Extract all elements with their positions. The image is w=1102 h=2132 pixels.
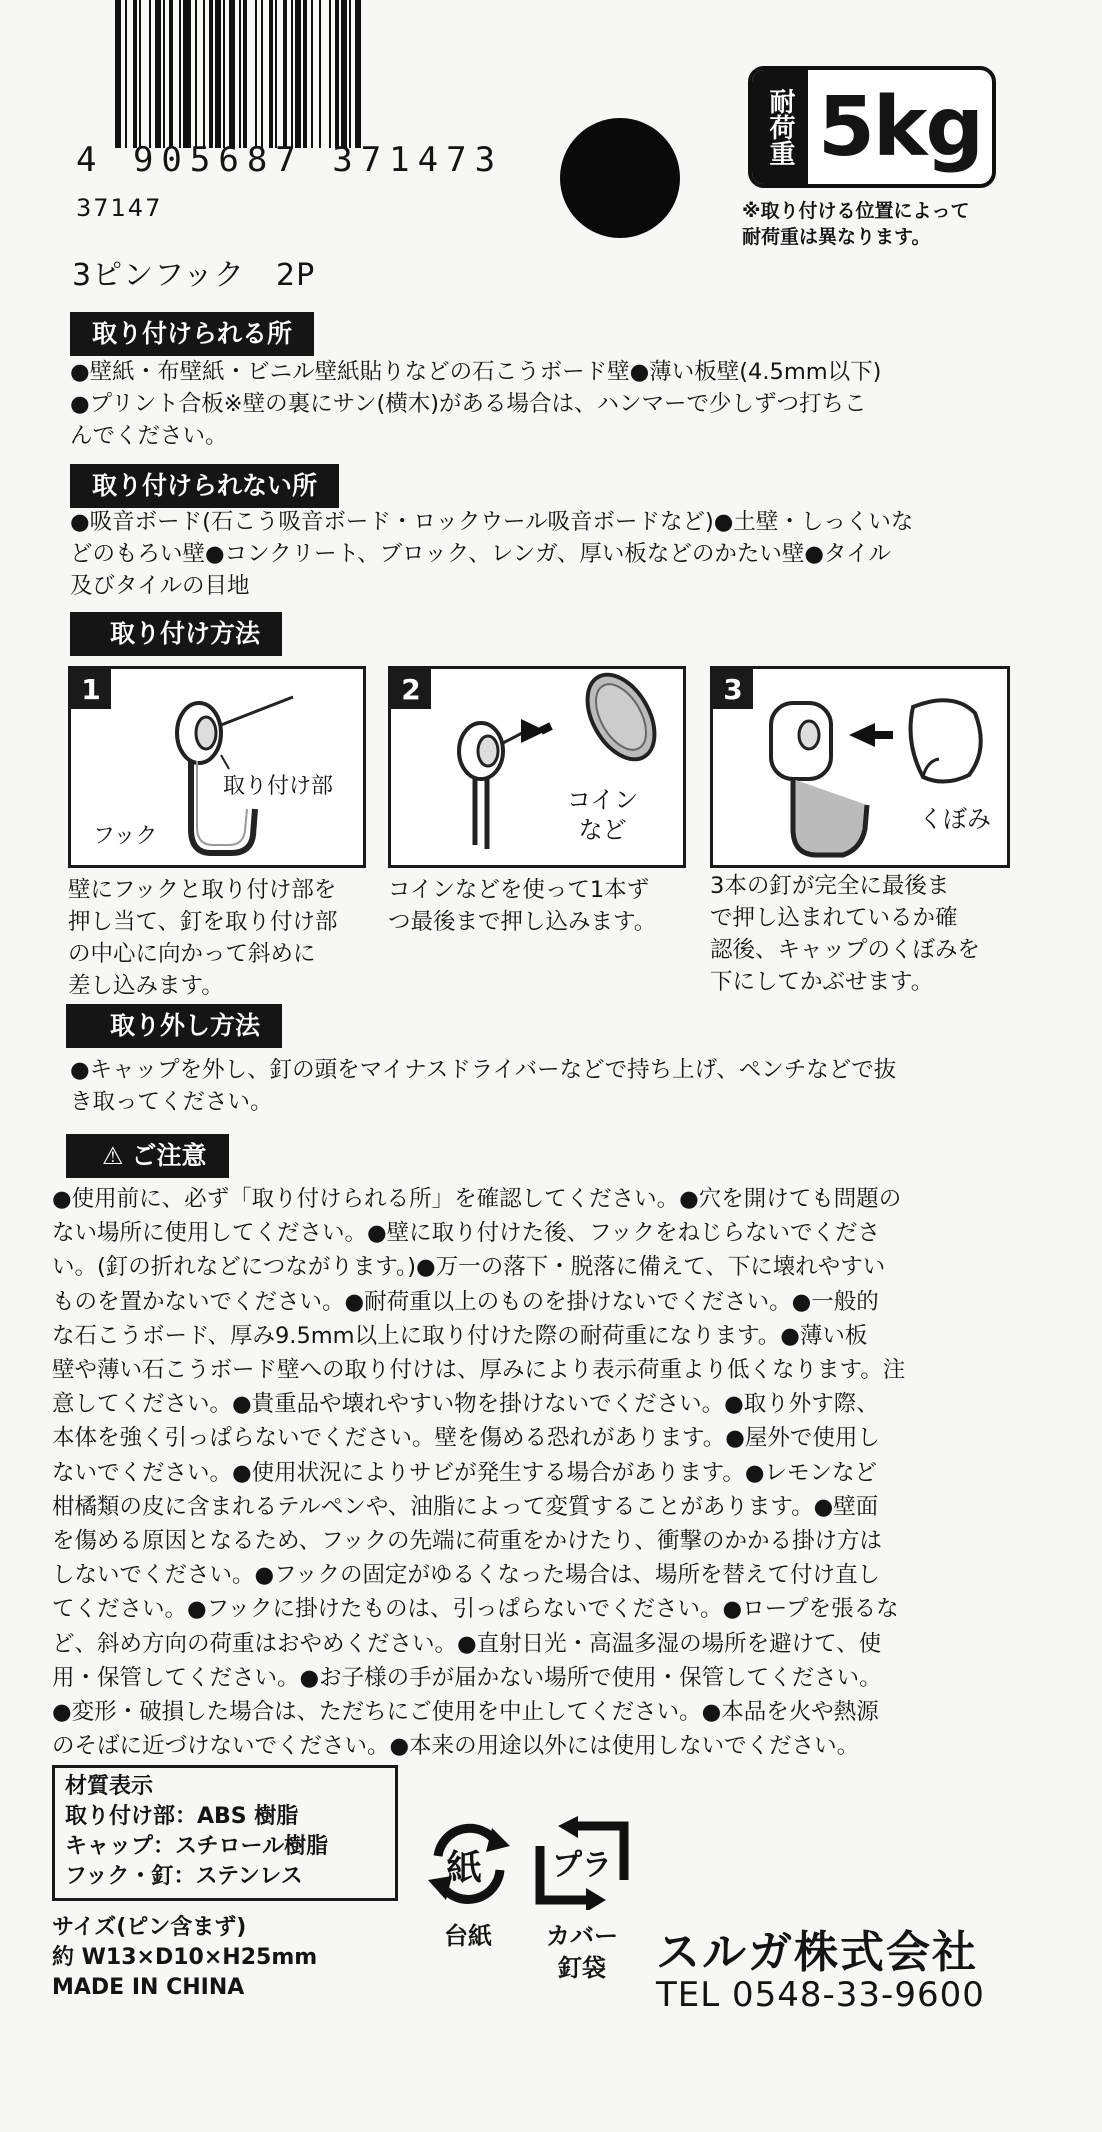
section-heading-not-mountable: 取り付けられない所	[70, 464, 339, 508]
caution-line: ●変形・破損した場合は、ただちにご使用を中止してください。●本品を火や熱源	[52, 1699, 879, 1726]
coin-press-icon	[391, 669, 683, 865]
caution-line: 本体を強く引っぱらないでください。壁を傷める恐れがあります。●屋外で使用し	[52, 1425, 880, 1452]
not-mountable-line: ●吸音ボード(石こう吸音ボード・ロックウール吸音ボードなど)●土壁・しっくいな	[70, 509, 914, 535]
section-heading-mountable: 取り付けられる所	[70, 312, 314, 356]
load-capacity-badge	[748, 66, 996, 188]
paper-mark-text: 紙	[446, 1848, 483, 1889]
caution-line: ない場所に使用してください。●壁に取り付けた後、フックをねじらないでくださ	[52, 1220, 881, 1247]
black-dot-mark	[560, 118, 680, 238]
step-desc-line: 3本の釘が完全に最後ま	[710, 873, 950, 899]
step-desc-line: 認後、キャップのくぼみを	[710, 937, 981, 963]
caution-heading-text: ご注意	[131, 1141, 207, 1170]
step-desc-line: 下にしてかぶせます。	[710, 969, 934, 995]
step-desc-line: の中心に向かって斜めに	[68, 941, 316, 967]
mountable-line: んでください。	[70, 423, 228, 449]
not-mountable-line: どのもろい壁●コンクリート、ブロック、レンガ、厚い板などのかたい壁●タイル	[70, 541, 892, 567]
caution-line: てください。●フックに掛けたものは、引っぱらないでください。●ロープを張るな	[52, 1596, 899, 1623]
not-mountable-line: 及びタイルの目地	[70, 573, 250, 599]
step-desc-line: 差し込みます。	[68, 973, 224, 999]
paper-recycle-mark	[418, 1816, 518, 1910]
step-1-description	[68, 874, 368, 1002]
step-3-illustration	[710, 666, 1010, 868]
step-number: 1	[71, 669, 111, 709]
barcode-gap	[321, 0, 329, 148]
company-tel: TEL 0548-33-9600	[656, 1975, 985, 2015]
step-desc-line: で押し込まれているか確	[710, 905, 958, 931]
caution-text	[52, 1182, 1052, 1763]
barcode-number: 4 905687 371473	[76, 140, 504, 180]
caution-line: ど、斜め方向の荷重はおやめください。●直射日光・高温多湿の場所を避けて、使	[52, 1630, 882, 1657]
removal-line: ●キャップを外し、釘の頭をマイナスドライバーなどで持ち上げ、ペンチなどで抜	[70, 1057, 897, 1083]
warning-icon: ⚠	[102, 1142, 124, 1170]
materials-box	[52, 1765, 398, 1901]
removal-text	[70, 1054, 1020, 1118]
caution-line: な石こうボード、厚み9.5mm以上に取り付けた際の耐荷重になります。●薄い板	[52, 1322, 868, 1349]
recess-label: くぼみ	[919, 805, 991, 833]
step-2-illustration	[388, 666, 686, 868]
not-mountable-text	[70, 506, 1020, 602]
barcode-gap	[247, 0, 255, 148]
caution-line: ●使用前に、必ず「取り付けられる所」を確認してください。●穴を開けても問題の	[52, 1186, 902, 1212]
step-desc-line: コインなどを使って1本ず	[388, 877, 650, 903]
mountable-text	[70, 356, 1020, 452]
materials-line: 取り付け部：ABS 樹脂	[65, 1804, 299, 1829]
cap-cover-icon	[713, 669, 1007, 865]
caution-line: ないでください。●使用状況によりサビが発生する場合があります。●レモンなど	[52, 1459, 877, 1486]
plastic-recycle-mark	[530, 1816, 634, 1910]
caution-line: ものを置かないでください。●耐荷重以上のものを掛けないでください。●一般的	[52, 1288, 879, 1315]
hook-label: フック	[93, 824, 158, 849]
step-desc-line: 押し当て、釘を取り付け部	[68, 909, 338, 935]
caution-line: 柑橘類の皮に含まれるテルペンや、油脂によって変質することがあります。●壁面	[52, 1493, 879, 1520]
caution-line: のそばに近づけないでください。●本来の用途以外には使用しないでください。	[52, 1733, 860, 1760]
product-title: 3ピンフック 2P	[72, 258, 316, 293]
load-capacity-label: 耐荷重	[752, 70, 808, 184]
caution-line: 用・保管してください。●お子様の手が届かない場所で使用・保管してください。	[52, 1664, 882, 1691]
step-desc-line: 壁にフックと取り付け部を	[68, 877, 337, 903]
section-heading-how-to: 取り付け方法	[70, 612, 282, 656]
materials-heading: 材質表示	[65, 1774, 154, 1799]
materials-line: キャップ：スチロール樹脂	[65, 1834, 329, 1859]
step-2-description	[388, 874, 688, 938]
step-number: 3	[713, 669, 753, 709]
barcode-bar	[355, 0, 361, 148]
step-desc-line: つ最後まで押し込みます。	[388, 909, 657, 935]
caution-line: 壁や薄い石こうボード壁への取り付けは、厚みにより表示荷重より低くなります。注	[52, 1357, 906, 1384]
product-code: 37147	[76, 194, 163, 222]
barcode	[115, 0, 485, 150]
coin-label-line: コイン	[567, 786, 639, 814]
plastic-mark-text: プラ	[552, 1848, 612, 1883]
materials-line: フック・釘：ステンレス	[65, 1864, 303, 1889]
plastic-mark-label: カバー 釘袋	[546, 1922, 618, 1982]
section-heading-removal: 取り外し方法	[66, 1004, 282, 1048]
spec-line: MADE IN CHINA	[52, 1975, 245, 2000]
spec-line: サイズ(ピン含まず)	[52, 1915, 247, 1940]
paper-mark-label: 台紙	[444, 1922, 492, 1950]
coin-label-line: など	[578, 816, 627, 844]
step-3-description	[710, 870, 1030, 998]
removal-line: き取ってください。	[70, 1089, 273, 1115]
coin-label	[567, 785, 638, 845]
caution-line: を傷める原因となるため、フックの先端に荷重をかけたり、衝撃のかかる掛け方は	[52, 1528, 883, 1555]
spec-line: 約 W13×D10×H25mm	[52, 1945, 318, 1970]
caution-line: い。(釘の折れなどにつながります。)●万一の落下・脱落に備えて、下に壊れやすい	[52, 1254, 886, 1281]
load-capacity-value: 5kg	[817, 79, 983, 175]
caution-line: 意してください。●貴重品や壊れやすい物を掛けないでください。●取り外す際、	[52, 1391, 879, 1418]
mountable-line: ●壁紙・布壁紙・ビニル壁紙貼りなどの石こうボード壁●薄い板壁(4.5mm以下)	[70, 359, 882, 385]
company-name: スルガ株式会社	[656, 1927, 978, 1978]
step-1-illustration	[68, 666, 366, 868]
size-spec	[52, 1913, 317, 2003]
step-number: 2	[391, 669, 431, 709]
barcode-gap	[141, 0, 149, 148]
mounting-part-label: 取り付け部	[223, 774, 334, 799]
barcode-bar	[183, 0, 191, 148]
load-capacity-note: ※取り付ける位置によって耐荷重は異なります。	[742, 200, 970, 248]
section-heading-caution	[66, 1134, 229, 1178]
mountable-line: ●プリント合板※壁の裏にサン(横木)がある場合は、ハンマーで少しずつ打ちこ	[70, 391, 867, 417]
caution-line: しないでください。●フックの固定がゆるくなった場合は、場所を替えて付け直し	[52, 1562, 881, 1589]
